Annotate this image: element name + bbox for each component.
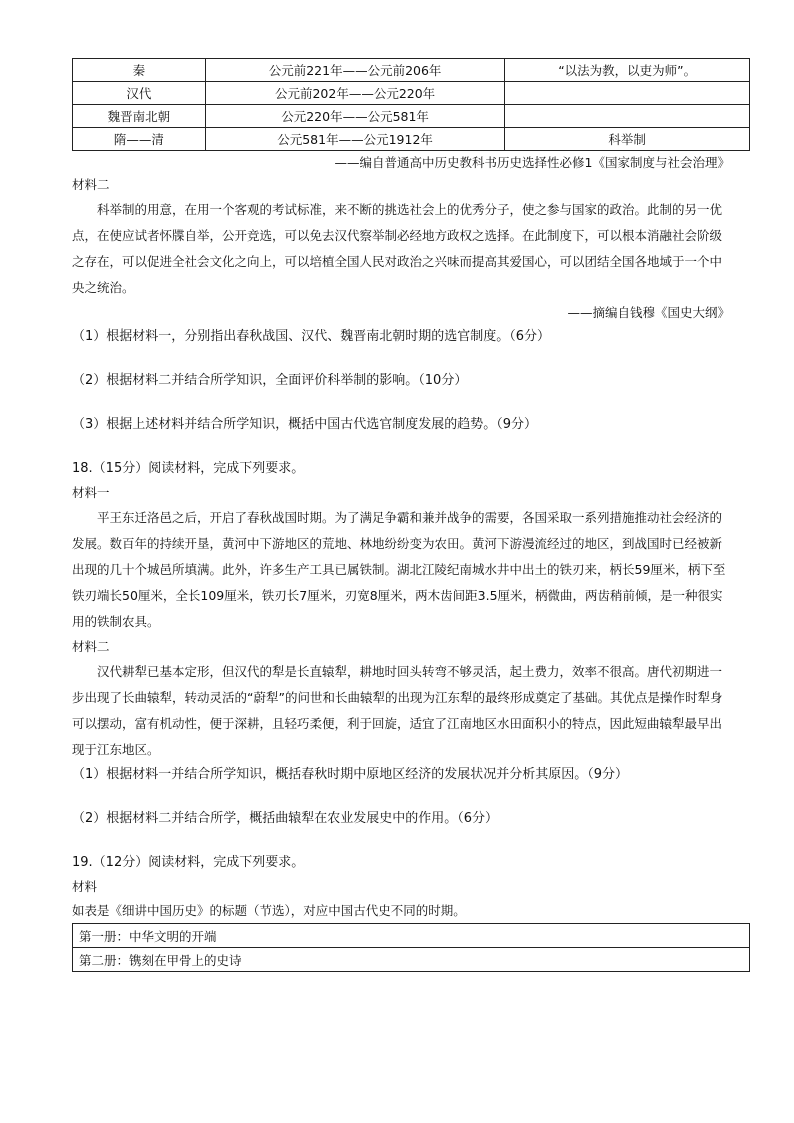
table-row [73, 924, 750, 948]
material-label: 材料二 [72, 639, 110, 654]
question-18-1: （1）根据材料一并结合所学知识，概括春秋时期中原地区经济的发展状况并分析其原因。（9分） [72, 767, 629, 782]
material-intro: 如表是《细讲中国历史》的标题（节选），对应中国古代史不同的时期。 [72, 903, 466, 918]
books-table [72, 923, 750, 972]
selection-system: “以法为教，以吏为师”。 [505, 59, 750, 82]
material-label: 材料一 [72, 485, 110, 500]
dynasty-table [72, 58, 750, 151]
dynasty-name: 秦 [73, 59, 206, 82]
table-row [73, 128, 750, 151]
dynasty-period: 公元581年——公元1912年 [205, 128, 505, 151]
table-row [73, 948, 750, 972]
book-title: 第一册：中华文明的开端 [73, 924, 750, 948]
dynasty-period: 公元前202年——公元220年 [205, 82, 505, 105]
question-17-1: （1）根据材料一，分别指出春秋战国、汉代、魏晋南北朝时期的选官制度。（6分） [72, 329, 551, 344]
table-row [73, 59, 750, 82]
dynasty-name: 魏晋南北朝 [73, 105, 206, 128]
dynasty-period: 公元前221年——公元前206年 [205, 59, 505, 82]
source-citation-1: ——编自普通高中历史教科书历史选择性必修1《国家制度与社会治理》 [334, 155, 730, 170]
question-18-2: （2）根据材料二并结合所学，概括曲辕犁在农业发展史中的作用。（6分） [72, 811, 499, 826]
material-label: 材料 [72, 879, 98, 894]
material-label: 材料二 [72, 177, 110, 192]
selection-system [505, 105, 750, 128]
dynasty-name: 隋——清 [73, 128, 206, 151]
book-title: 第二册：镌刻在甲骨上的史诗 [73, 948, 750, 972]
dynasty-name: 汉代 [73, 82, 206, 105]
dynasty-period: 公元220年——公元581年 [205, 105, 505, 128]
table-row [73, 82, 750, 105]
table-row [73, 105, 750, 128]
question-18-header: 18.（15分）阅读材料，完成下列要求。 [72, 461, 305, 476]
selection-system [505, 82, 750, 105]
question-17-2: （2）根据材料二并结合所学知识，全面评价科举制的影响。（10分） [72, 373, 468, 388]
source-citation-2: ——摘编自钱穆《国史大纲》 [567, 305, 730, 320]
question-17-3: （3）根据上述材料并结合所学知识，概括中国古代选官制度发展的趋势。（9分） [72, 417, 538, 432]
page [72, 58, 730, 972]
material-text: 汉代耕犁已基本定形，但汉代的犁是长直辕犁，耕地时回头转弯不够灵活，起土费力，效率不很高。唐代初期进一步出现了长曲辕犁，转动灵活的“蔚犁”的问世和长曲辕犁的出现为江东犁的最终形成奠定了基础。其优点是操作时犁身可以摆动，富有机动性，便于深耕，且轻巧柔便，利于回旋，适宜了江南地区水田面积小的特点，因此短曲辕犁最早出现于江东地区。 [72, 664, 723, 757]
material-text: 平王东迁洛邑之后，开启了春秋战国时期。为了满足争霸和兼并战争的需要，各国采取一系列措施推动社会经济的发展。数百年的持续开垦，黄河中下游地区的荒地、林地纷纷变为农田。黄河下游漫流经过的地区，到战国时已经被新出现的几十个城邑所填满。此外，许多生产工具已属铁制。湖北江陵纪南城水井中出土的铁刃来，柄长59厘米，柄下至铁刃端长50厘米，全长109厘米，铁刃长7厘米，刃宽8厘米，两木齿间距3.5厘米，柄微曲，两齿稍前倾，是一种很实用的铁制农具。 [72, 510, 726, 629]
selection-system: 科举制 [505, 128, 750, 151]
material-text: 科举制的用意，在用一个客观的考试标准，来不断的挑选社会上的优秀分子，使之参与国家的政治。此制的另一优点，在使应试者怀牒自举，公开竞选，可以免去汉代察举制必经地方政权之选择。在此制度下，可以根本消融社会阶级之存在，可以促进全社会文化之向上，可以培植全国人民对政治之兴味而提高其爱国心，可以团结全国各地域于一个中央之统治。 [72, 202, 723, 295]
question-19-header: 19.（12分）阅读材料，完成下列要求。 [72, 855, 305, 870]
